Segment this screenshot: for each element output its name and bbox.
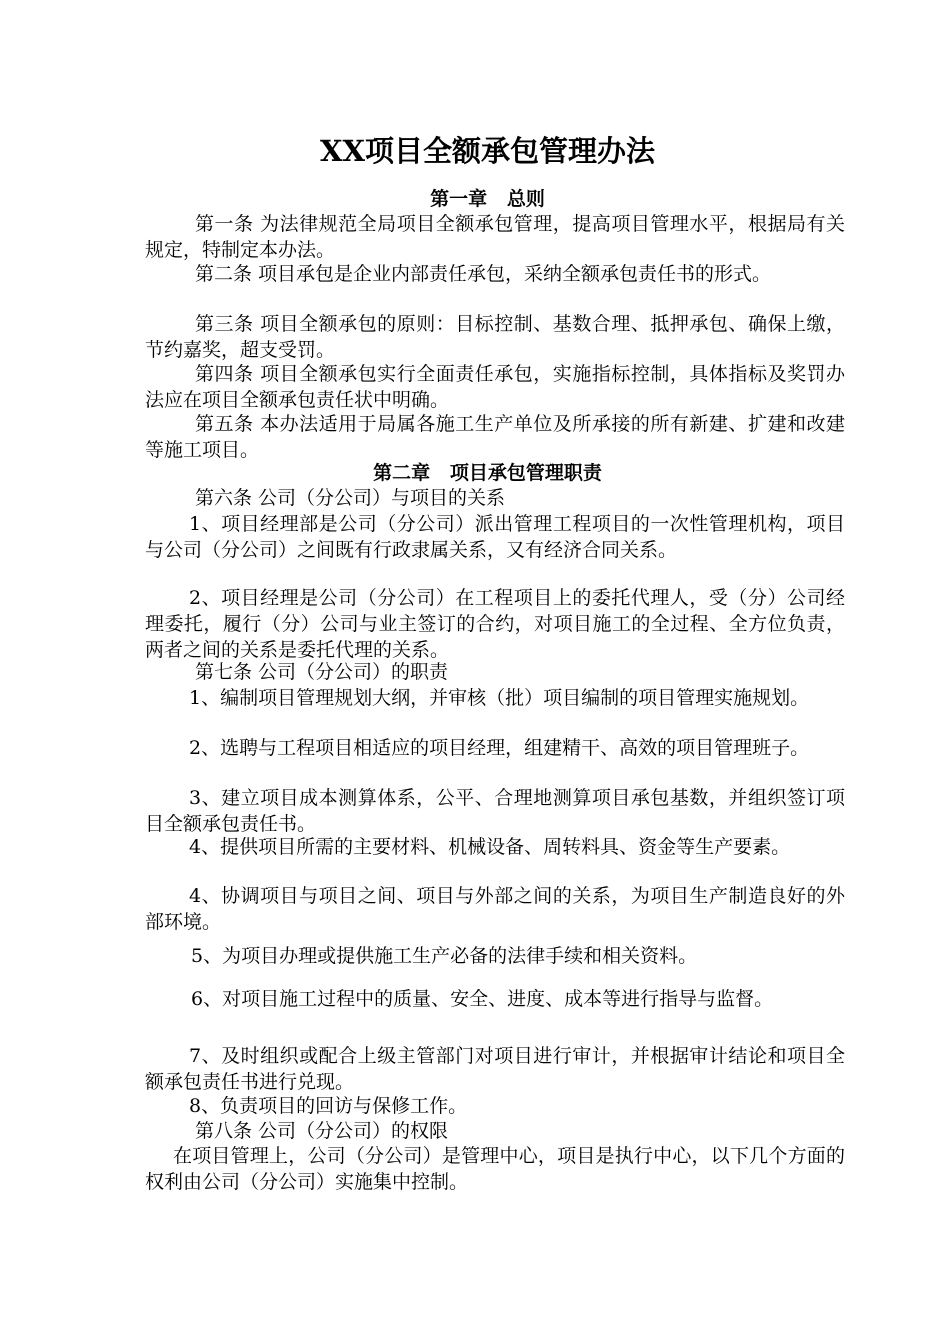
chapter-heading-2: 第二章 项目承包管理职责	[373, 462, 602, 484]
article-7: 第七条 公司（分公司）的职责	[195, 661, 449, 683]
article-3: 第三条 项目全额承包的原则：目标控制、基数合理、抵押承包、确保上缴，节约嘉奖，超支受罚。	[145, 313, 845, 361]
article-7-item-5: 5、为项目办理或提供施工生产必备的法律手续和相关资料。	[191, 945, 698, 967]
article-7-item-4: 4、提供项目所需的主要材料、机械设备、周转料具、资金等生产要素。	[189, 836, 791, 858]
article-2: 第二条 项目承包是企业内部责任承包，采纳全额承包责任书的形式。	[195, 263, 772, 285]
article-7-item-7: 7、及时组织或配合上级主管部门对项目进行审计，并根据审计结论和项目全额承包责任书进行兑现。	[145, 1045, 845, 1093]
article-6-item-1: 1、项目经理部是公司（分公司）派出管理工程项目的一次性管理机构，项目与公司（分公司）之间既有行政隶属关系，又有经济合同关系。	[145, 513, 845, 561]
article-7-item-4b: 4、协调项目与项目之间、项目与外部之间的关系，为项目生产制造良好的外部环境。	[145, 885, 845, 933]
article-5: 第五条 本办法适用于局属各施工生产单位及所承接的所有新建、扩建和改建等施工项目。	[145, 413, 845, 461]
article-8-body: 在项目管理上，公司（分公司）是管理中心，项目是执行中心，以下几个方面的权利由公司（分公司）实施集中控制。	[145, 1145, 845, 1193]
article-7-item-6: 6、对项目施工过程中的质量、安全、进度、成本等进行指导与监督。	[191, 988, 774, 1010]
article-7-item-1: 1、编制项目管理规划大纲，并审核（批）项目编制的项目管理实施规划。	[189, 687, 810, 709]
article-1: 第一条 为法律规范全局项目全额承包管理，提高项目管理水平，根据局有关规定，特制定本办法。	[145, 213, 845, 261]
chapter-heading-1: 第一章 总则	[430, 188, 545, 210]
article-6: 第六条 公司（分公司）与项目的关系	[195, 487, 506, 509]
article-7-item-8: 8、负责项目的回访与保修工作。	[189, 1095, 468, 1117]
article-7-item-2: 2、选聘与工程项目相适应的项目经理，组建精干、高效的项目管理班子。	[189, 737, 810, 759]
article-7-item-3: 3、建立项目成本测算体系，公平、合理地测算项目承包基数，并组织签订项目全额承包责任书。	[145, 787, 845, 835]
document-title: XX项目全额承包管理办法	[319, 134, 655, 168]
article-6-item-2: 2、项目经理是公司（分公司）在工程项目上的委托代理人，受（分）公司经理委托，履行（分）公司与业主签订的合约，对项目施工的全过程、全方位负责，两者之间的关系是委托代理的关系。	[145, 587, 845, 661]
article-8: 第八条 公司（分公司）的权限	[195, 1120, 449, 1142]
article-4: 第四条 项目全额承包实行全面责任承包，实施指标控制，具体指标及奖罚办法应在项目全额承包责任状中明确。	[145, 363, 845, 411]
